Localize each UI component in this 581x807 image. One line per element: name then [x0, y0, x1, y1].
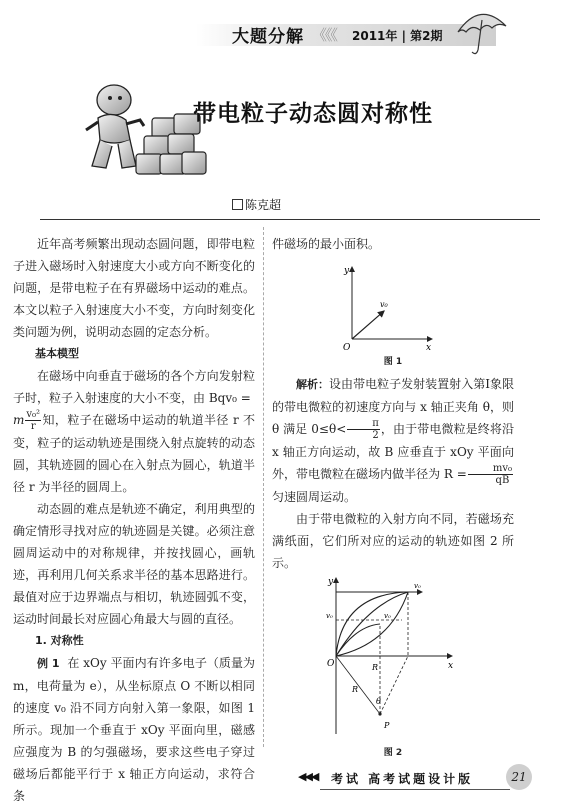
radius-fraction	[468, 463, 513, 486]
fraction-denominator: r	[30, 421, 36, 432]
header-chevrons: 《《《	[312, 26, 337, 44]
section-heading-basic-model: 基本模型	[35, 347, 79, 360]
section-heading-symmetry: 1. 对称性	[35, 634, 84, 647]
figure-2	[272, 574, 514, 742]
fig2-v-left-label: v₀	[326, 612, 333, 620]
analysis-text-b: ，由于带电微粒是终将沿 x 轴正方向运动，故 B 应垂直于 xOy 平面向外，带电微粒在磁场内做半径为 R =	[272, 422, 514, 481]
pi-denominator: 2	[372, 430, 379, 441]
example-paragraph	[13, 652, 255, 807]
author-box-icon	[232, 199, 243, 210]
fig2-radius-label-2: R	[352, 685, 359, 694]
intro-paragraph: 近年高考频繁出现动态圆问题，即带电粒子进入磁场时入射速度大小或方向不断变化的问题，是带电粒子在有界磁场中运动的难点。本文以粒子入射速度大小不变，方向时刻变化类问题为例，说明动态圆的定态分析。	[13, 237, 255, 339]
issue-label: 2011年 | 第2期	[352, 29, 443, 43]
fig2-radius-label-1: R	[372, 663, 379, 672]
analysis-label: 解析：	[296, 378, 330, 391]
fig1-velocity-arrow	[352, 311, 384, 339]
fig1-y-label: y	[344, 266, 350, 276]
model-paragraph-1-cont	[13, 409, 255, 498]
pi-numerator: π	[347, 418, 380, 430]
fig1-x-label: x	[426, 343, 432, 351]
analysis-text-a: 设由带电粒子发射装置射入第Ⅰ象限的带电微粒的初速度方向与 x 轴正夹角 θ，则 θ 满足 0≤θ<	[272, 377, 514, 436]
difficulty-paragraph: 动态圆的难点是轨迹不确定，利用典型的确定情形寻找对应的轨迹圆是关键。必须注意圆周运动中的对称规律，并按找圆心，画轨迹，再利用几何关系求半径的基本思路进行。最值对应于边界端点与相切，轨迹圆弧不变，运动时间最长对应圆心角最大与圆的直径。	[13, 502, 255, 626]
article-title: 带电粒子动态圆对称性	[193, 101, 433, 127]
analysis-text-c: 匀速圆周运动。	[272, 490, 357, 504]
example-label: 例 1	[37, 657, 60, 670]
trajectory-paragraph: 由于带电微粒的入射方向不同，若磁场充满纸面，它们所对应的运动的轨迹如图 2 所示。	[272, 512, 514, 570]
fig2-trajectory-outer	[336, 592, 408, 656]
fig2-center-point	[378, 712, 381, 715]
footer-arrows-icon: ◀◀◀	[298, 770, 318, 783]
page-number: 21	[506, 764, 532, 790]
column-divider	[263, 227, 264, 747]
fig2-radius-line-2	[380, 656, 408, 714]
left-column	[13, 233, 255, 807]
fig2-v-mid-label: v₀	[384, 612, 391, 620]
model-text-a: 在磁场中向垂直于磁场的各个方向发射粒子时，粒子入射速度的大小不变，由 Bqv₀ =	[13, 369, 255, 405]
right-column	[272, 233, 514, 764]
mass-symbol: m	[13, 413, 25, 427]
radius-denominator: qB	[495, 475, 510, 486]
example-text: 在 xOy 平面内有许多电子（质量为 m，电荷量为 e），从坐标原点 O 不断以相同的速度 v₀ 沿不同方向射入第一象限，如图 1 所示。现加一个垂直于 xOy 平面向里，磁感应强度为 B 的匀强磁场，要求这些电子穿过磁场后都能平行于 x 轴正方向运动，求符合条	[13, 656, 256, 803]
column-name: 大题分解	[232, 27, 304, 47]
fig2-origin-label: O	[327, 659, 335, 669]
fig1-v-label: v₀	[380, 300, 388, 309]
fraction-numerator: v₀²	[26, 409, 41, 420]
block-figure-illustration	[78, 74, 208, 182]
umbrella-icon	[452, 6, 510, 58]
author-line	[232, 196, 281, 213]
fig2-p-label: P	[384, 721, 390, 730]
v2-over-r-fraction	[25, 409, 41, 432]
figure-1-caption: 图 1	[383, 357, 403, 367]
model-text-b: 知，粒子在磁场中运动的轨道半径 r 不变，粒子的运动轨迹是围绕入射点旋转的动态圆，其轨迹圆的圆心在入射点为圆心，轨道半径 r 为半径的圆周上。	[13, 413, 255, 494]
fig2-y-label: y	[328, 577, 334, 587]
title-rule	[40, 219, 540, 220]
fig2-theta-label: θ	[376, 697, 381, 706]
model-paragraph-1	[13, 365, 255, 409]
fig2-v-top-label: v₀	[414, 582, 421, 590]
footer-rule	[320, 789, 510, 790]
analysis-paragraph	[272, 373, 514, 508]
pi-over-2-fraction	[347, 418, 380, 441]
fig1-origin-label: O	[343, 343, 351, 351]
footer-magazine-name: 考试 高考试题设计版	[331, 772, 474, 786]
radius-numerator: mv₀	[468, 463, 513, 475]
fig2-x-label: x	[448, 661, 454, 671]
example-continuation: 件磁场的最小面积。	[272, 237, 381, 251]
fig2-trajectory-inner	[336, 592, 408, 656]
figure-2-caption: 图 2	[383, 748, 403, 758]
fig2-trajectory-middle	[336, 592, 408, 656]
figure-1	[272, 255, 514, 351]
author-name: 陈克超	[245, 198, 282, 212]
